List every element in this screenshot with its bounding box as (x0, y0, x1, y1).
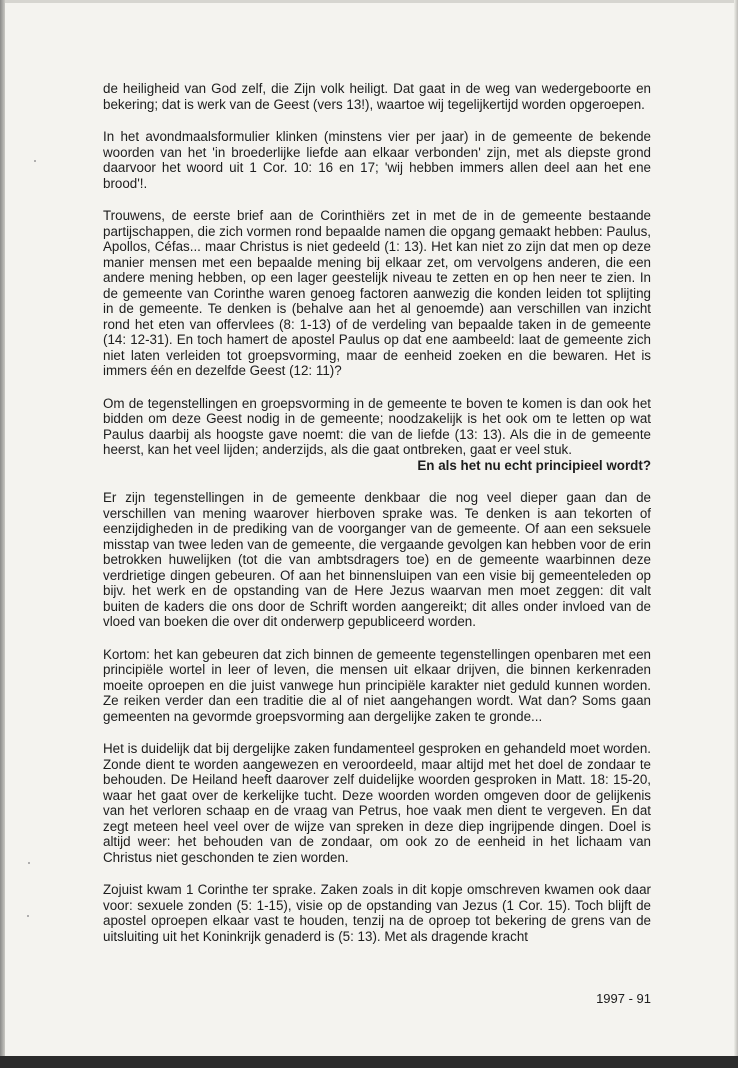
paragraph: Om de tegenstellingen en groepsvorming in de gemeente te boven te komen is dan ook het bidden om deze Geest nodig in de gemeente; noodzakelijk is het ook om te letten op wat Paulus daarbij als hoogste gave noemt: die van de liefde (13: 13). Als die in de gemeente heerst, kan het veel lijden; anderzijds, als die gaat ontbreken, gaat er veel stuk. (103, 395, 651, 457)
page-bottom-edge (0, 1056, 738, 1068)
scan-speck (27, 915, 29, 917)
text-column (103, 81, 651, 944)
paragraph: Trouwens, de eerste brief aan de Corinthiërs zet in met de in de gemeente bestaande partijschappen, die zich vormen rond bepaalde namen die opgang gemaakt hebben: Paulus, Apollos, Céfas... maar Christus is niet gedeeld (1: 13). Het kan niet zo zijn dat men op deze manier mensen met een bepaalde mening bij elkaar zet, om vervolgens anderen, die een andere mening hebben, op een lager geestelijk niveau te zetten en op hen neer te zien. In de gemeente van Corinthe waren genoeg factoren aanwezig die konden leiden tot splijting in de gemeente. Te denken is (behalve aan het al genoemde) aan verschillen van inzicht rond het eten van offervlees (8: 1-13) of de verdeling van bepaalde taken in de gemeente (14: 12-31). En toch hamert de apostel Paulus op dat ene aambeeld: laat de gemeente zich niet laten verleiden tot groepsvorming, maar de eenheid zoeken en die bewaren. Het is immers één en dezelfde Geest (12: 11)? (103, 208, 651, 378)
paragraph: Het is duidelijk dat bij dergelijke zaken fundamenteel gesproken en gehandeld moet worden. Zonde dient te worden aangewezen en veroordeeld, maar altijd met het doel de zondaar te behouden. De Heiland heeft daarover zelf duidelijke woorden gesproken in Matt. 18: 15-20, waar het gaat over de kerkelijke tucht. Deze woorden worden omgeven door de gelijkenis van het verloren schaap en de vraag van Petrus, hoe vaak men dient te vergeven. En dat zegt meteen heel veel over de wijze van spreken in deze diep ingrijpende dingen. Doel is altijd weer: het behouden van de zondaar, om ook zo de eenheid in het lichaam van Christus niet geschonden te zien worden. (103, 741, 651, 865)
paragraph: In het avondmaalsformulier klinken (minstens vier per jaar) in de gemeente de bekende woorden van het 'in broederlijke liefde aan elkaar verbonden' zijn, met als diepste grond daarvoor het woord uit 1 Cor. 10: 16 en 17; 'wij hebben immers allen deel aan het ene brood'!. (103, 129, 651, 191)
page-right-edge (734, 0, 738, 1056)
page-number: 1997 - 91 (596, 991, 651, 1006)
scan-speck (28, 862, 30, 864)
paragraph: de heiligheid van God zelf, die Zijn volk heiligt. Dat gaat in de weg van wedergeboorte en bekering; dat is werk van de Geest (vers 13!), waartoe wij tegelijkertijd worden opgeroepen. (103, 81, 651, 112)
paragraph: Kortom: het kan gebeuren dat zich binnen de gemeente tegenstellingen openbaren met een principiële wortel in leer of leven, die mensen uit elkaar drijven, die binnen kerkenraden moeite oproepen en die juist vanwege hun principiële karakter niet geduld kunnen worden. Ze reiken verder dan een traditie die al of niet aangehangen wordt. Wat dan? Soms gaan gemeenten na gevormde groepsvorming aan dergelijke zaken te gronde... (103, 646, 651, 724)
section-heading: En als het nu echt principieel wordt? (417, 457, 651, 473)
page-left-edge (0, 0, 5, 1068)
paragraph: Er zijn tegenstellingen in de gemeente denkbaar die nog veel dieper gaan dan de verschillen van mening waarover hierboven sprake was. Te denken is aan tekorten of eenzijdigheden in de prediking van de voorganger van de gemeente. Of aan een seksuele misstap van twee leden van de gemeente, die vergaande gevolgen kan hebben voor de erin betrokken huwelijken (tot die van ambtsdragers toe) en de gemeente waarbinnen deze verdrietige dingen gebeuren. Of aan het binnensluipen van een visie bij gemeenteleden op bijv. het werk en de opstanding van de Here Jezus waarvan men moet zeggen: dit valt buiten de kaders die ons door de Schrift worden aangereikt; dit alles onder invloed van de vloed van boeken die over dit onderwerp gepubliceerd worden. (103, 490, 651, 629)
scan-speck (34, 160, 36, 162)
paragraph: Zojuist kwam 1 Corinthe ter sprake. Zaken zoals in dit kopje omschreven kwamen ook daar voor: sexuele zonden (5: 1-15), visie op de opstanding van Jezus (1 Cor. 15). Toch blijft de apostel oproepen elkaar vast te houden, tenzij na de oproep tot bekering de grens van de uitsluiting uit het Koninkrijk genaderd is (5: 13). Met als dragende kracht (103, 882, 651, 944)
page-top-edge (0, 0, 738, 3)
